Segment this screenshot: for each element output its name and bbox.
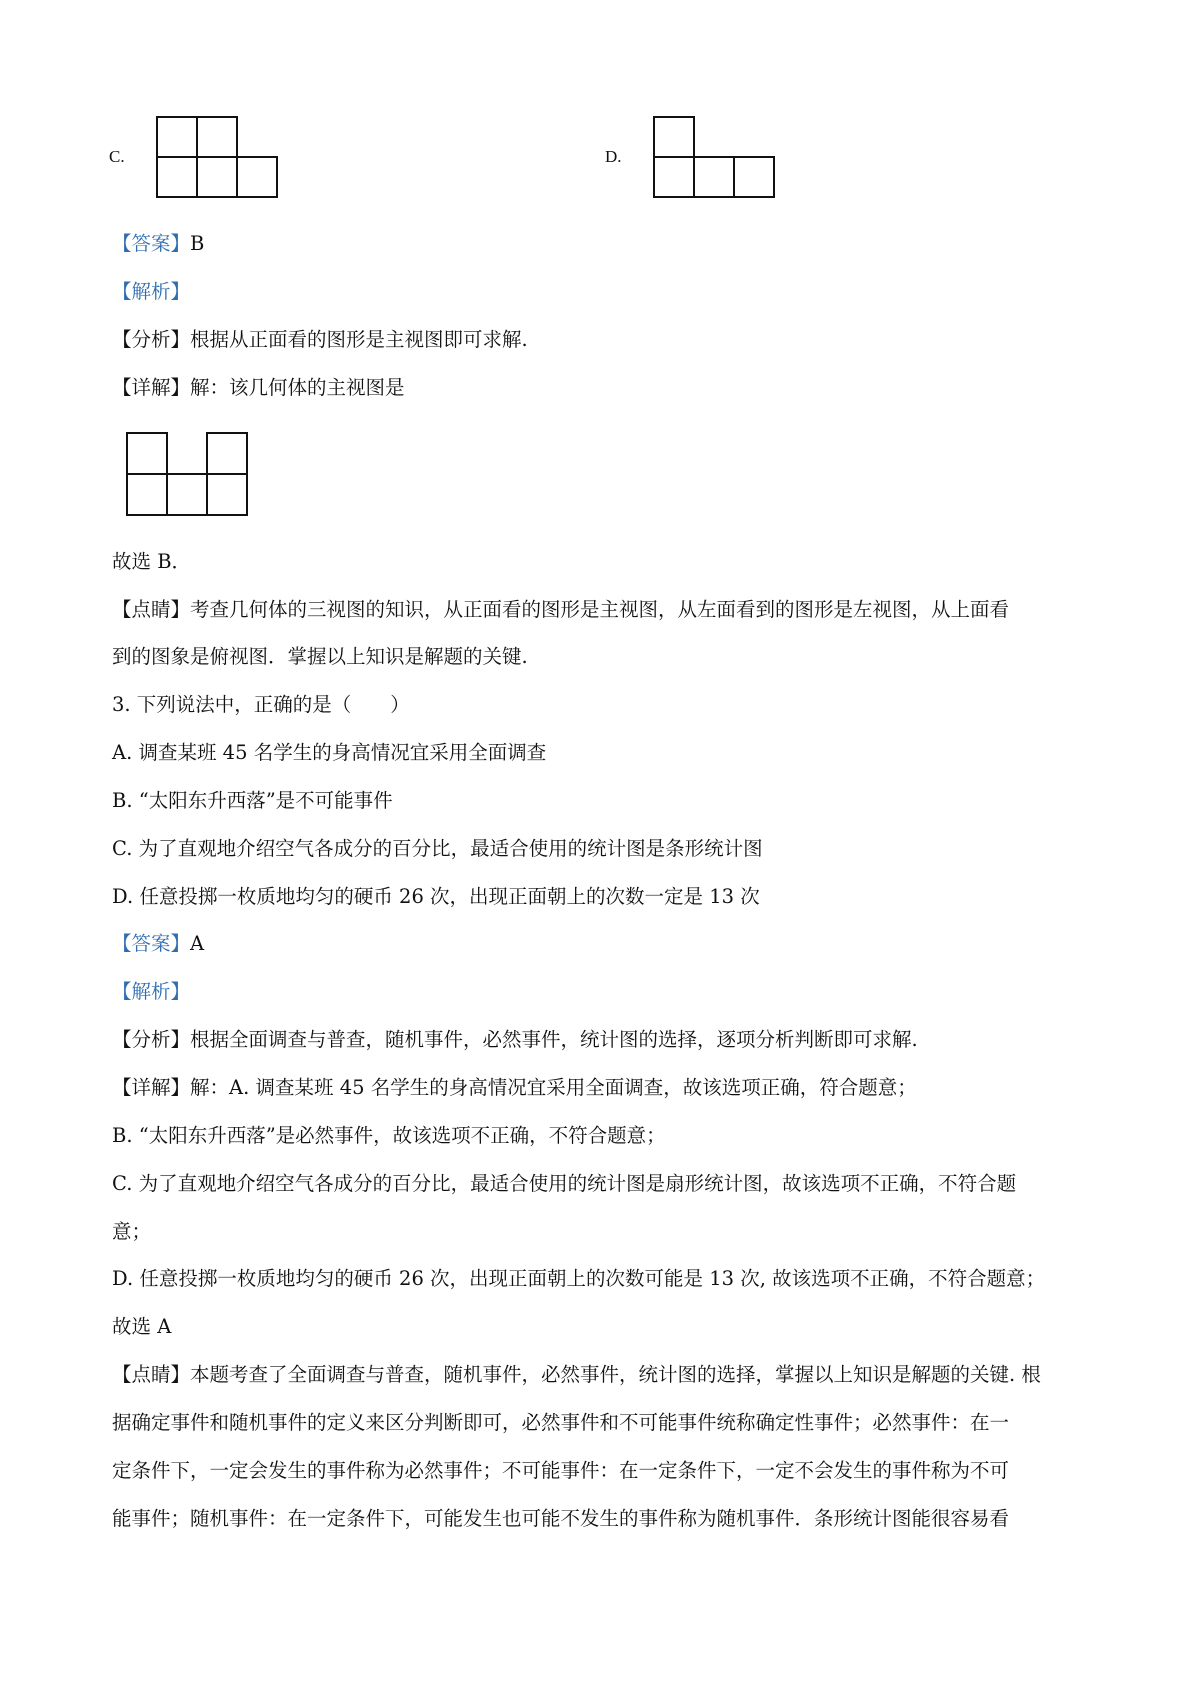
- q2-xiangjie-line: [112, 374, 405, 402]
- option-d-square: [694, 157, 734, 197]
- dianjing-tag: 【点睛】: [112, 598, 191, 621]
- main-view-square: [167, 474, 207, 515]
- q2-answer-line: [112, 230, 204, 258]
- q3-fenxi-line: [112, 1026, 918, 1054]
- q3-line-c1: C. 为了直观地介绍空气各成分的百分比，最适合使用的统计图是扇形统计图，故该选项不正确，不符合题: [112, 1172, 1017, 1195]
- q3-analysis-heading: [112, 978, 190, 1006]
- dianjing-text: 本题考查了全面调查与普查，随机事件，必然事件，统计图的选择，掌握以上知识是解题的关键. 根: [190, 1363, 1041, 1386]
- main-view-square: [127, 474, 167, 515]
- answer-value: A: [190, 932, 205, 955]
- q3-option-a: A. 调查某班 45 名学生的身高情况宜采用全面调查: [112, 741, 547, 764]
- answer-tag: 【答案】: [112, 932, 191, 955]
- option-d-figure: [653, 116, 779, 200]
- xiangjie-tag: 【详解】: [112, 376, 191, 399]
- q3-line-b: B. “太阳东升西落”是必然事件，故该选项不正确，不符合题意；: [112, 1124, 666, 1147]
- fenxi-text: 根据从正面看的图形是主视图即可求解.: [190, 328, 528, 351]
- main-view-figure: [126, 432, 252, 518]
- q2-analysis-heading: [112, 278, 190, 306]
- q2-dianjing-line-2: 到的图象是俯视图．掌握以上知识是解题的关键.: [112, 645, 528, 668]
- main-view-square: [207, 433, 247, 474]
- option-c-square: [157, 117, 197, 157]
- analysis-tag: 【解析】: [112, 280, 191, 303]
- main-view-square: [127, 433, 167, 474]
- option-c-square: [237, 157, 277, 197]
- answer-value: B: [190, 232, 205, 255]
- q2-conclusion: 故选 B．: [112, 550, 192, 573]
- option-c-square: [157, 157, 197, 197]
- q3-answer-line: [112, 930, 204, 958]
- fenxi-tag: 【分析】: [112, 1028, 191, 1051]
- answer-tag: 【答案】: [112, 232, 191, 255]
- q2-fenxi-line: [112, 326, 528, 354]
- q3-dianjing-line-2: 据确定事件和随机事件的定义来区分判断即可，必然事件和不可能事件统称确定性事件；必然事件：在一: [112, 1411, 1010, 1434]
- xiangjie-text: 解：A. 调查某班 45 名学生的身高情况宜采用全面调查，故该选项正确，符合题意；: [190, 1076, 917, 1099]
- q3-dianjing-line-3: 定条件下，一定会发生的事件称为必然事件；不可能事件：在一定条件下，一定不会发生的事件称为不可: [112, 1459, 1010, 1482]
- option-d-square: [734, 157, 774, 197]
- option-d-square: [654, 117, 694, 157]
- analysis-tag: 【解析】: [112, 980, 191, 1003]
- xiangjie-text: 解：该几何体的主视图是: [190, 376, 405, 399]
- xiangjie-tag: 【详解】: [112, 1076, 191, 1099]
- dianjing-text: 考查几何体的三视图的知识，从正面看的图形是主视图，从左面看到的图形是左视图，从上面看: [190, 598, 1010, 621]
- main-view-square: [207, 474, 247, 515]
- q3-dianjing-line-1: [112, 1361, 1041, 1389]
- q3-option-c: C. 为了直观地介绍空气各成分的百分比，最适合使用的统计图是条形统计图: [112, 837, 763, 860]
- fenxi-tag: 【分析】: [112, 328, 191, 351]
- q3-conclusion: 故选 A: [112, 1315, 172, 1338]
- q3-xiangjie-line: [112, 1074, 917, 1102]
- option-c-label: C.: [109, 147, 125, 166]
- q3-option-d: D. 任意投掷一枚质地均匀的硬币 26 次，出现正面朝上的次数一定是 13 次: [112, 885, 760, 908]
- option-d-label: D.: [605, 147, 622, 166]
- q3-line-c2: 意；: [112, 1220, 152, 1243]
- option-c-figure: [156, 116, 282, 200]
- q2-dianjing-line-1: [112, 596, 1009, 624]
- option-d-square: [654, 157, 694, 197]
- q3-option-b: B. “太阳东升西落”是不可能事件: [112, 789, 393, 812]
- fenxi-text: 根据全面调查与普查，随机事件，必然事件，统计图的选择，逐项分析判断即可求解.: [190, 1028, 918, 1051]
- q3-line-d: D. 任意投掷一枚质地均匀的硬币 26 次，出现正面朝上的次数可能是 13 次, 故该选项不正确，不符合题意；: [112, 1267, 1046, 1290]
- option-c-square: [197, 157, 237, 197]
- q3-dianjing-line-4: 能事件；随机事件：在一定条件下，可能发生也可能不发生的事件称为随机事件．条形统计图能很容易看: [112, 1507, 1010, 1530]
- option-c-square: [197, 117, 237, 157]
- q3-stem: 3. 下列说法中，正确的是（ ）: [112, 693, 410, 716]
- dianjing-tag: 【点睛】: [112, 1363, 191, 1386]
